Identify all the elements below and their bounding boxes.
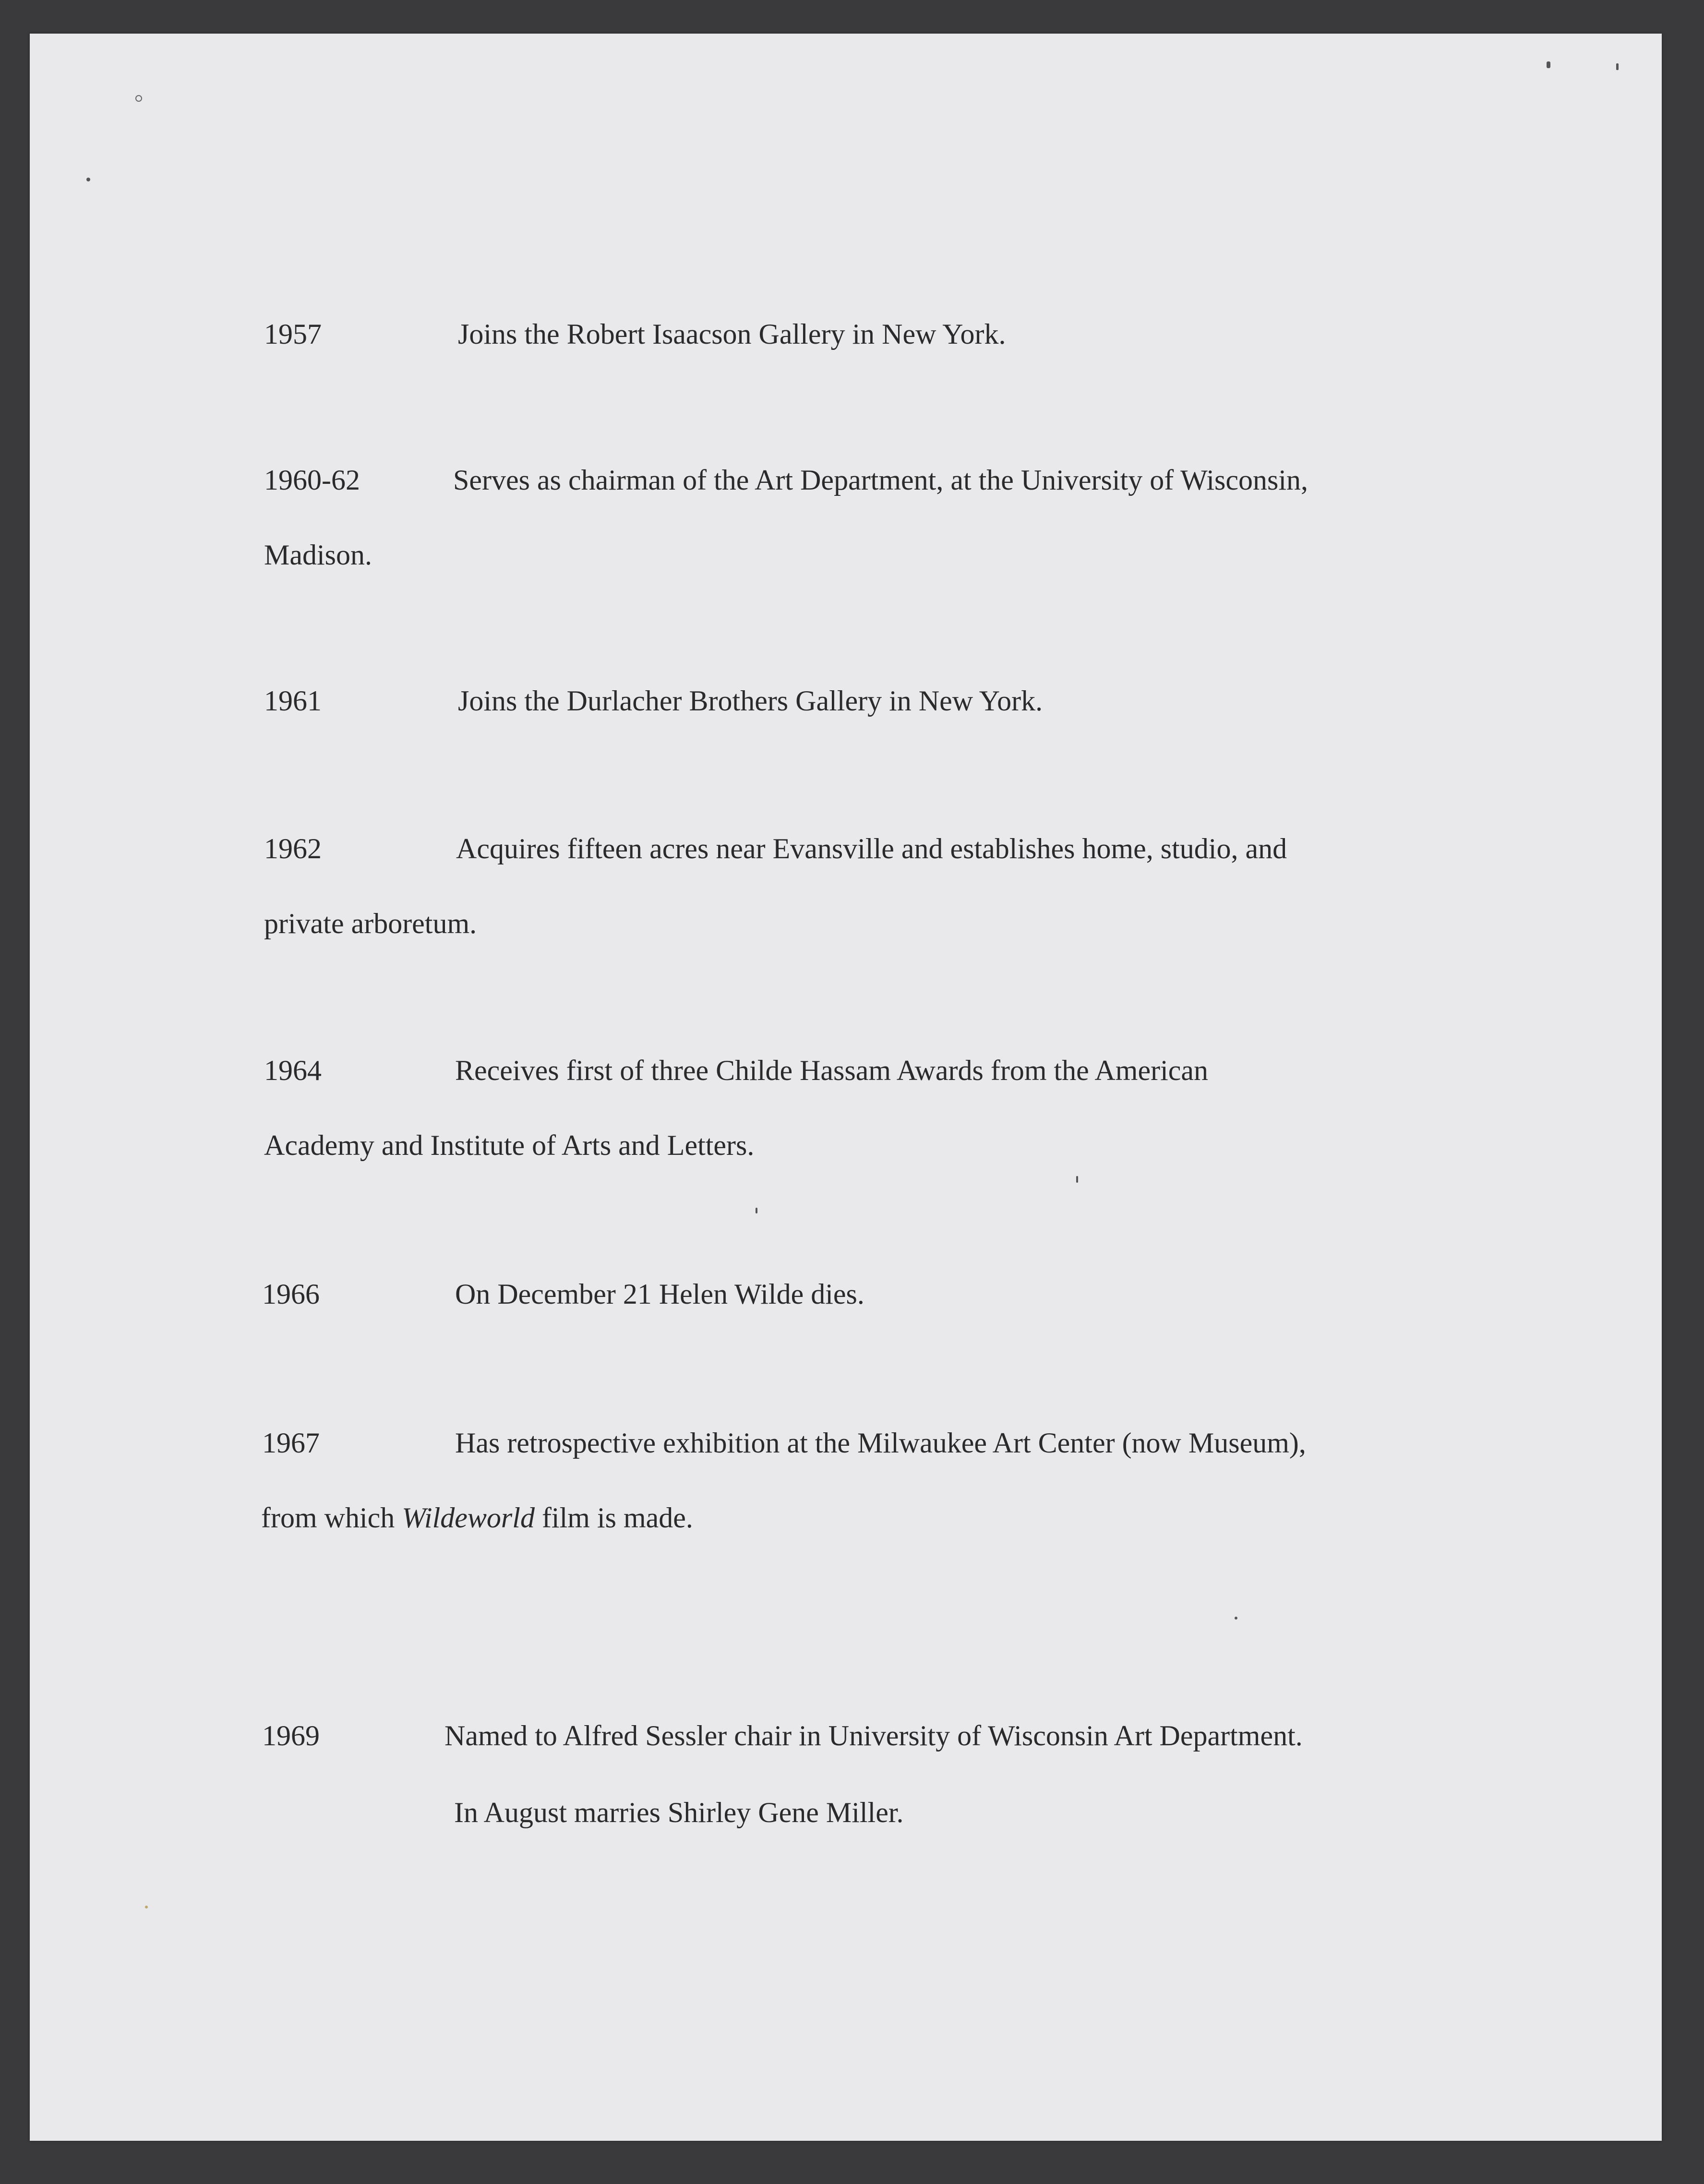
scan-speck (135, 95, 142, 102)
entry-text: Serves as chairman of the Art Department, at the University of Wisconsin, (453, 464, 1308, 496)
entry-year: 1960-62 (264, 464, 360, 496)
entry-year: 1962 (264, 833, 322, 864)
entry-year: 1969 (262, 1720, 320, 1752)
entry-text: Named to Alfred Sessler chair in University of Wisconsin Art Department. (444, 1720, 1303, 1752)
scan-speck (1616, 63, 1619, 70)
entry-text-continued (261, 1503, 693, 1532)
entry-text-continued: private arboretum. (264, 908, 477, 939)
text-segment: film is made. (534, 1502, 693, 1534)
document-page (30, 34, 1662, 2141)
scan-speck (145, 1906, 148, 1908)
text-segment: from which (261, 1502, 402, 1534)
entry-text-continued: In August marries Shirley Gene Miller. (454, 1797, 904, 1828)
entry-text-continued: Academy and Institute of Arts and Letters. (264, 1129, 755, 1161)
scan-speck (756, 1208, 757, 1213)
entry-text: On December 21 Helen Wilde dies. (455, 1278, 864, 1310)
entry-year: 1964 (264, 1055, 322, 1086)
film-title: Wildeworld (402, 1502, 535, 1534)
entry-text: Receives first of three Childe Hassam Awards from the American (455, 1055, 1209, 1086)
entry-year: 1967 (262, 1427, 320, 1459)
entry-text-continued: Madison. (264, 539, 372, 571)
scan-speck (1235, 1617, 1237, 1620)
entry-text: Joins the Durlacher Brothers Gallery in New York. (458, 685, 1043, 717)
entry-text: Joins the Robert Isaacson Gallery in New York. (458, 318, 1006, 350)
entry-text: Acquires fifteen acres near Evansville and establishes home, studio, and (456, 833, 1287, 864)
scan-speck (86, 178, 90, 181)
entry-year: 1957 (264, 318, 322, 350)
entry-year: 1961 (264, 685, 322, 717)
scan-speck (1076, 1176, 1078, 1183)
scan-speck (1547, 61, 1550, 68)
entry-text: Has retrospective exhibition at the Milwaukee Art Center (now Museum), (455, 1427, 1306, 1459)
entry-year: 1966 (262, 1278, 320, 1310)
